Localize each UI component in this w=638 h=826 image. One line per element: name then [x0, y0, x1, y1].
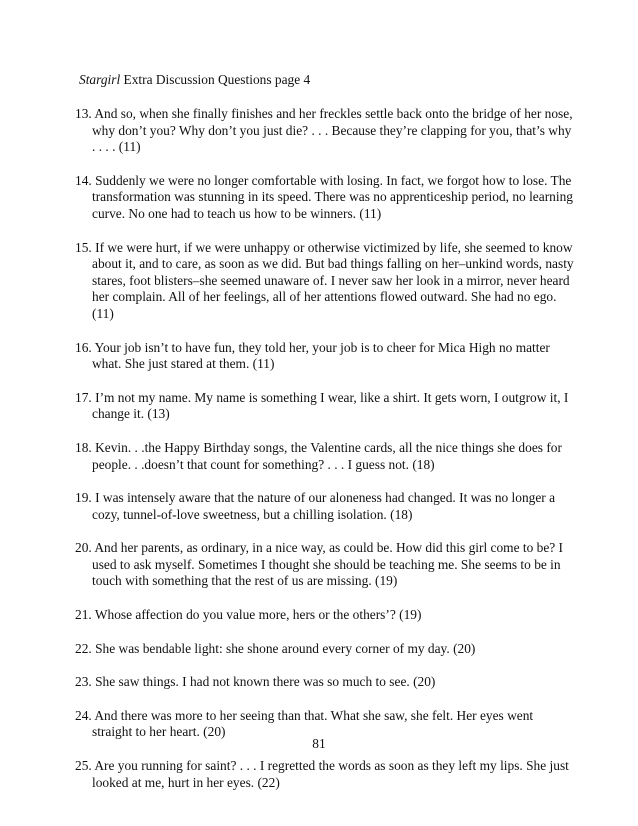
question-item [75, 607, 575, 624]
question-number: 25. [75, 758, 92, 774]
question-text: I was intensely aware that the nature of our aloneness had changed. It was no longer a cozy, tunnel-of-love sweetness, but a chilling isolation. (18) [92, 490, 556, 522]
question-text: She was bendable light: she shone around every corner of my day. (20) [95, 640, 476, 656]
book-title: Stargirl [79, 72, 121, 87]
question-number: 24. [75, 707, 92, 723]
question-item [75, 106, 575, 156]
question-text: Are you running for saint? . . . I regretted the words as soon as they left my lips. She just looked at me, hurt in her eyes. (22) [92, 758, 569, 790]
question-item [75, 390, 575, 423]
question-number: 13. [75, 106, 92, 121]
question-text: And there was more to her seeing than that. What she saw, she felt. Her eyes went straight to her heart. (20) [92, 707, 534, 740]
question-item [75, 440, 575, 473]
question-text: And her parents, as ordinary, in a nice way, as could be. How did this girl come to be? I used to ask myself. Sometimes I thought she should be teaching me. She seems to be in touch with something that the rest of us are missing. (19) [92, 540, 564, 589]
question-item [75, 540, 575, 590]
question-text: If we were hurt, if we were unhappy or otherwise victimized by life, she seemed to know about it, and to care, as soon as we did. But bad things falling on her–unkind words, nasty stares, foot blisters–she seemed unaware of. I never saw her look in a mirror, never heard her complain. All of her feelings, all of her attentions flowed outward. She had no ego. (11) [92, 239, 574, 321]
question-item [75, 758, 575, 791]
question-item [75, 173, 575, 223]
question-text: Suddenly we were no longer comfortable with losing. In fact, we forgot how to lose. The transformation was stunning in its speed. There was no apprenticeship period, no learning curve. No one had to teach us how to be winners. (11) [92, 172, 573, 221]
question-list [75, 106, 575, 791]
question-item [75, 641, 575, 658]
question-item [75, 674, 575, 691]
question-number: 17. [75, 389, 92, 405]
question-item [75, 340, 575, 373]
question-number: 18. [75, 439, 92, 455]
question-number: 22. [75, 640, 92, 656]
question-item [75, 490, 575, 523]
question-number: 21. [75, 607, 92, 623]
question-text: She saw things. I had not known there was so much to see. (20) [95, 674, 436, 690]
question-text: And so, when she finally finishes and her freckles settle back onto the bridge of her nose, why don’t you? Why don’t you just die? . . . Because they’re clapping for you, that’s why . . . . (11) [92, 106, 573, 155]
header-subtitle: Extra Discussion Questions page 4 [120, 72, 311, 87]
page-header [79, 71, 310, 88]
question-number: 19. [75, 490, 92, 506]
question-number: 16. [75, 339, 92, 355]
question-text: I’m not my name. My name is something I wear, like a shirt. It gets worn, I outgrow it, I change it. (13) [92, 389, 569, 422]
question-number: 23. [75, 674, 92, 690]
question-text: Your job isn’t to have fun, they told her, your job is to cheer for Mica High no matter what. She just stared at them. (11) [92, 339, 550, 372]
question-item [75, 240, 575, 323]
page-number: 81 [312, 736, 326, 751]
question-number: 14. [75, 172, 92, 188]
question-number: 15. [75, 239, 92, 255]
question-text: Kevin. . .the Happy Birthday songs, the Valentine cards, all the nice things she does for people. . .doesn’t that count for something? . . . I guess not. (18) [92, 439, 562, 472]
question-number: 20. [75, 540, 92, 556]
question-text: Whose affection do you value more, hers or the others’? (19) [94, 607, 422, 623]
